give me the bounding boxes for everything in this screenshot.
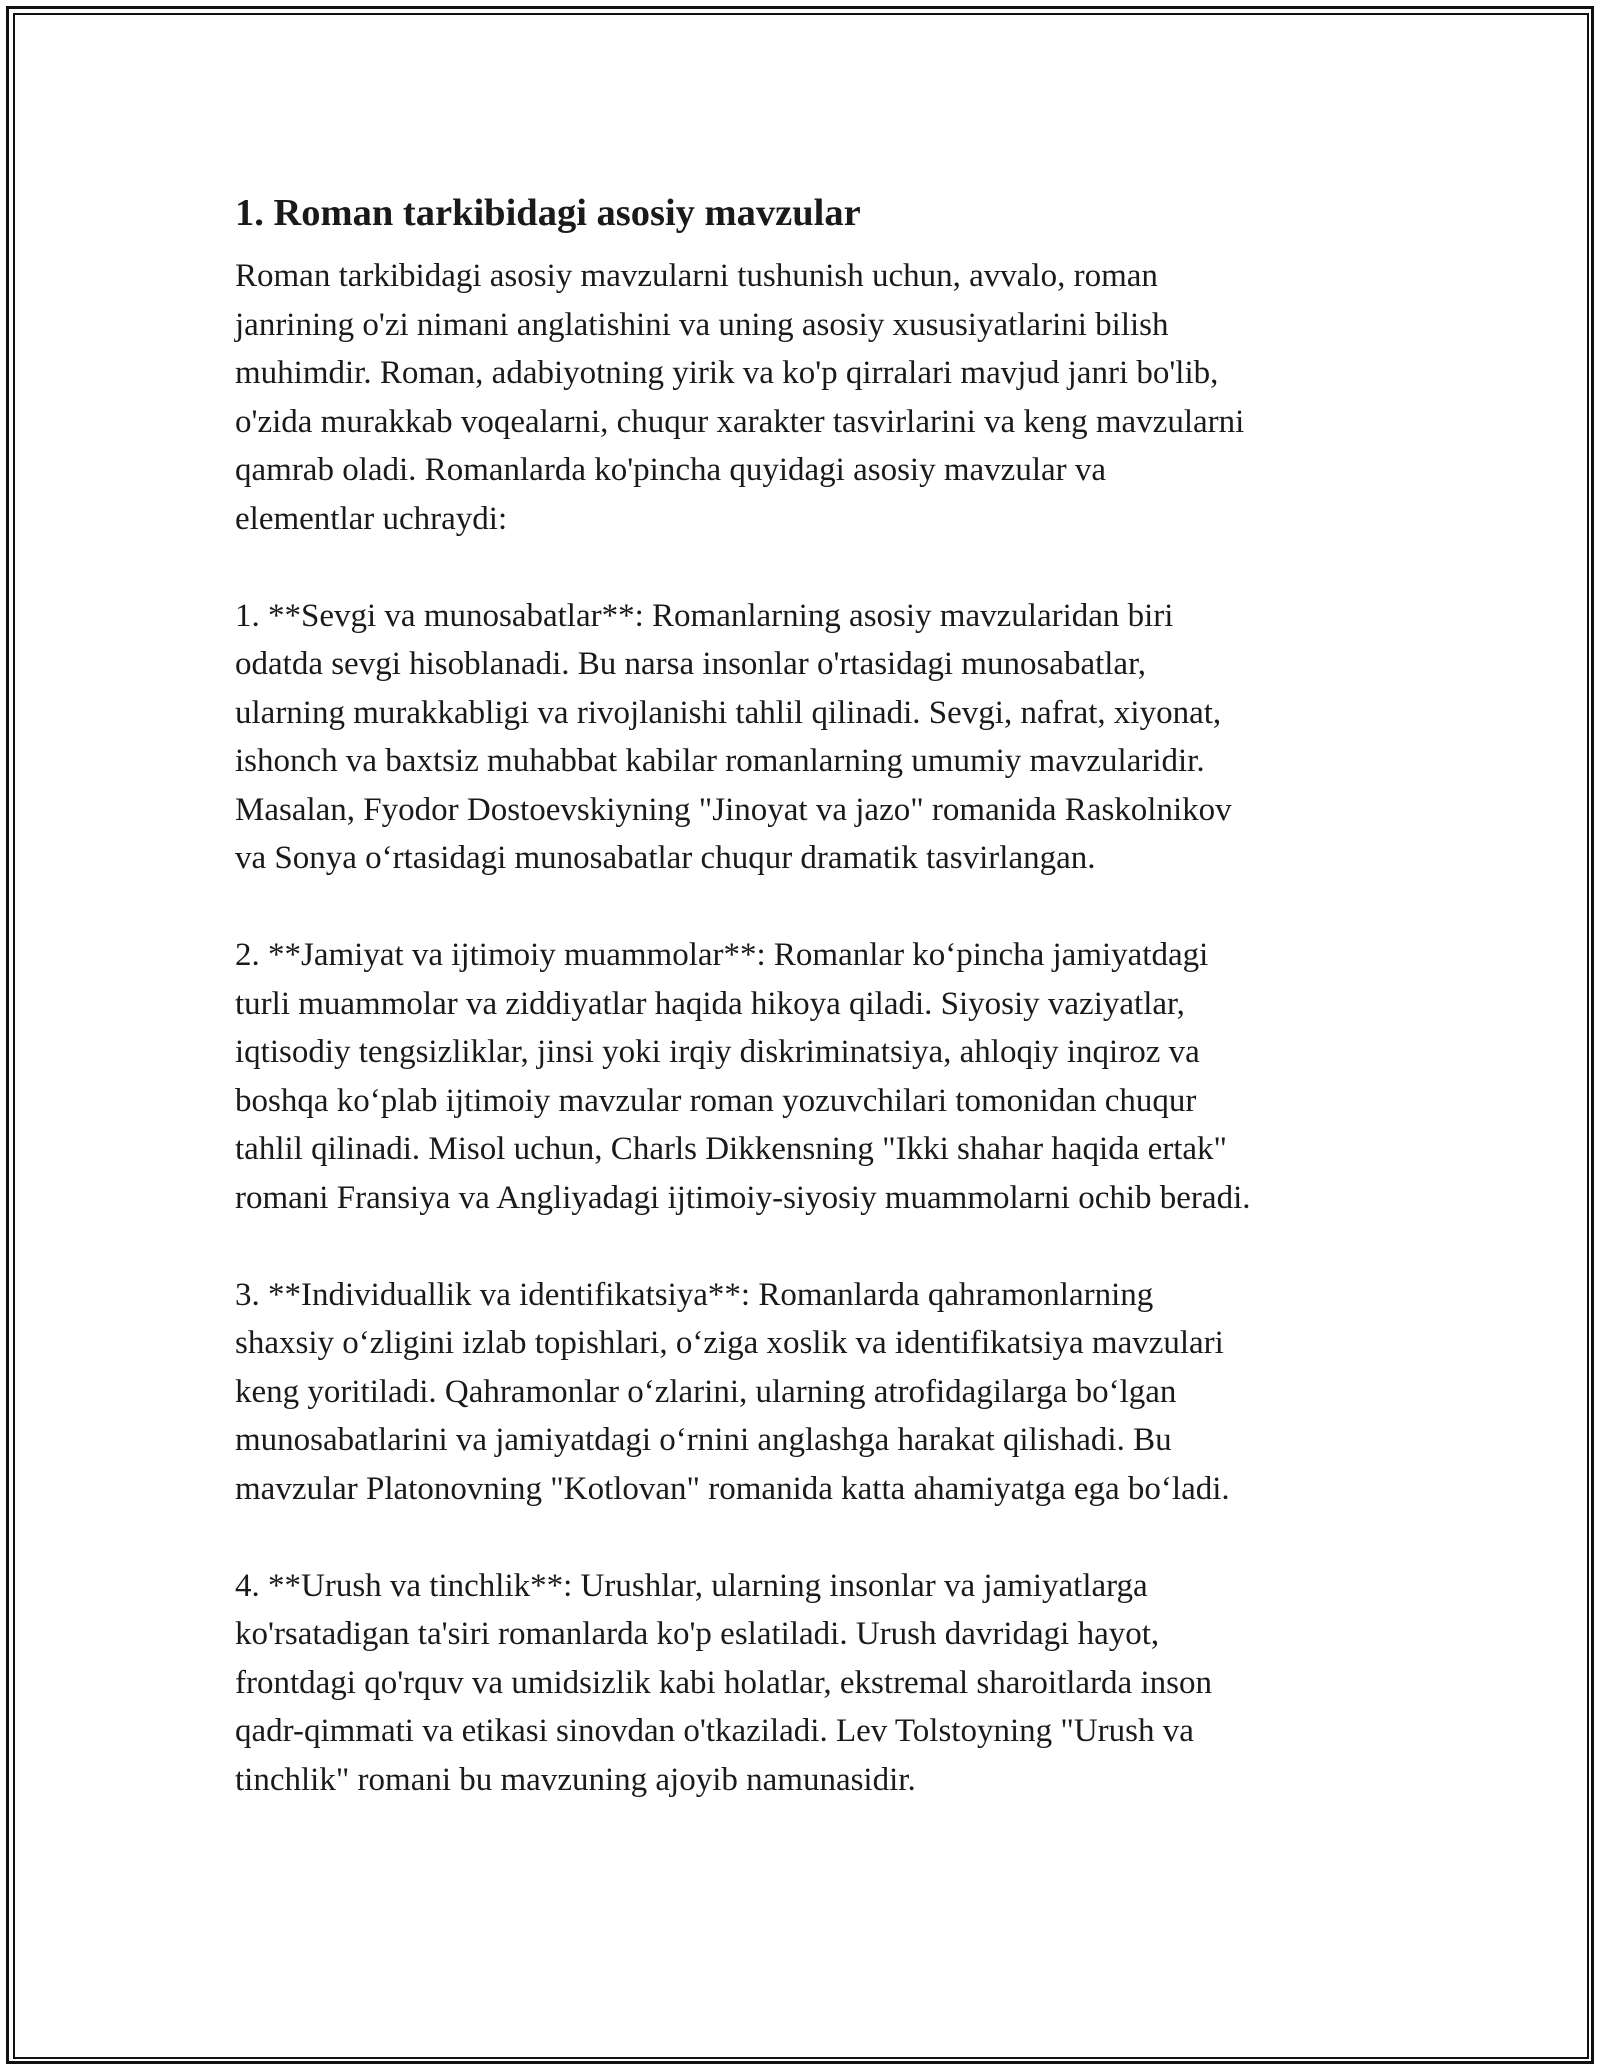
text-line: tahlil qilinadi. Misol uchun, Charls Dikkensning "Ikki shahar haqida ertak" — [235, 1131, 1228, 1167]
text-line: ko'rsatadigan ta'siri romanlarda ko'p eslatiladi. Urush davridagi hayot, — [235, 1616, 1160, 1652]
text-line: Roman tarkibidagi asosiy mavzularni tushunish uchun, avvalo, roman — [235, 258, 1158, 294]
paragraph-list — [235, 252, 1375, 1804]
paragraph — [235, 931, 1375, 1222]
text-line: va Sonya o‘rtasidagi munosabatlar chuqur dramatik tasvirlangan. — [235, 840, 1096, 876]
paragraph — [235, 252, 1375, 543]
text-line: ishonch va baxtsiz muhabbat kabilar romanlarning umumiy mavzularidir. — [235, 743, 1205, 779]
text-line: shaxsiy o‘zligini izlab topishlari, o‘ziga xoslik va identifikatsiya mavzulari — [235, 1325, 1224, 1361]
text-line: elementlar uchraydi: — [235, 500, 508, 537]
text-line: frontdagi qo'rquv va umidsizlik kabi holatlar, ekstremal sharoitlarda inson — [235, 1664, 1212, 1701]
text-line: o'zida murakkab voqealarni, chuqur xarakter tasvirlarini va keng mavzularni — [235, 403, 1245, 440]
text-line: ularning murakkabligi va rivojlanishi tahlil qilinadi. Sevgi, nafrat, xiyonat, — [235, 694, 1222, 731]
text-line: tinchlik" romani bu mavzuning ajoyib namunasidir. — [235, 1761, 916, 1798]
text-line: Masalan, Fyodor Dostoevskiyning "Jinoyat va jazo" romanida Raskolnikov — [235, 791, 1232, 828]
text-line: janrining o'zi nimani anglatishini va uning asosiy xususiyatlarini bilish — [235, 306, 1169, 343]
text-line: mavzular Platonovning "Kotlovan" romanida katta ahamiyatga ega bo‘ladi. — [235, 1470, 1230, 1507]
paragraph — [235, 592, 1375, 883]
text-line: 2. **Jamiyat va ijtimoiy muammolar**: Romanlar ko‘pincha jamiyatdagi — [235, 937, 1209, 973]
text-line: romani Fransiya va Angliyadagi ijtimoiy-siyosiy muammolarni ochib beradi. — [235, 1179, 1251, 1216]
paragraph — [235, 1271, 1375, 1514]
text-line: qamrab oladi. Romanlarda ko'pincha quyidagi asosiy mavzular va — [235, 452, 1107, 488]
text-line: munosabatlarini va jamiyatdagi o‘rnini anglashga harakat qilishadi. Bu — [235, 1422, 1172, 1458]
text-line: muhimdir. Roman, adabiyotning yirik va ko'p qirralari mavjud janri bo'lib, — [235, 355, 1219, 391]
text-line: turli muammolar va ziddiyatlar haqida hikoya qiladi. Siyosiy vaziyatlar, — [235, 985, 1185, 1022]
document-body — [235, 185, 1375, 1853]
paragraph — [235, 1562, 1375, 1805]
text-line: 4. **Urush va tinchlik**: Urushlar, ularning insonlar va jamiyatlarga — [235, 1567, 1148, 1604]
text-line: 3. **Individuallik va identifikatsiya**: Romanlarda qahramonlarning — [235, 1276, 1154, 1313]
text-line: boshqa ko‘plab ijtimoiy mavzular roman yozuvchilari tomonidan chuqur — [235, 1082, 1197, 1119]
text-line: 1. **Sevgi va munosabatlar**: Romanlarning asosiy mavzularidan biri — [235, 597, 1174, 634]
text-line: odatda sevgi hisoblanadi. Bu narsa insonlar o'rtasidagi munosabatlar, — [235, 646, 1146, 682]
section-heading: 1. Roman tarkibidagi asosiy mavzular — [235, 192, 861, 234]
text-line: iqtisodiy tengsizliklar, jinsi yoki irqiy diskriminatsiya, ahloqiy inqiroz va — [235, 1034, 1200, 1070]
text-line: qadr-qimmati va etikasi sinovdan o'tkaziladi. Lev Tolstoyning "Urush va — [235, 1713, 1194, 1749]
text-line: keng yoritiladi. Qahramonlar o‘zlarini, ularning atrofidagilarga bo‘lgan — [235, 1373, 1177, 1410]
